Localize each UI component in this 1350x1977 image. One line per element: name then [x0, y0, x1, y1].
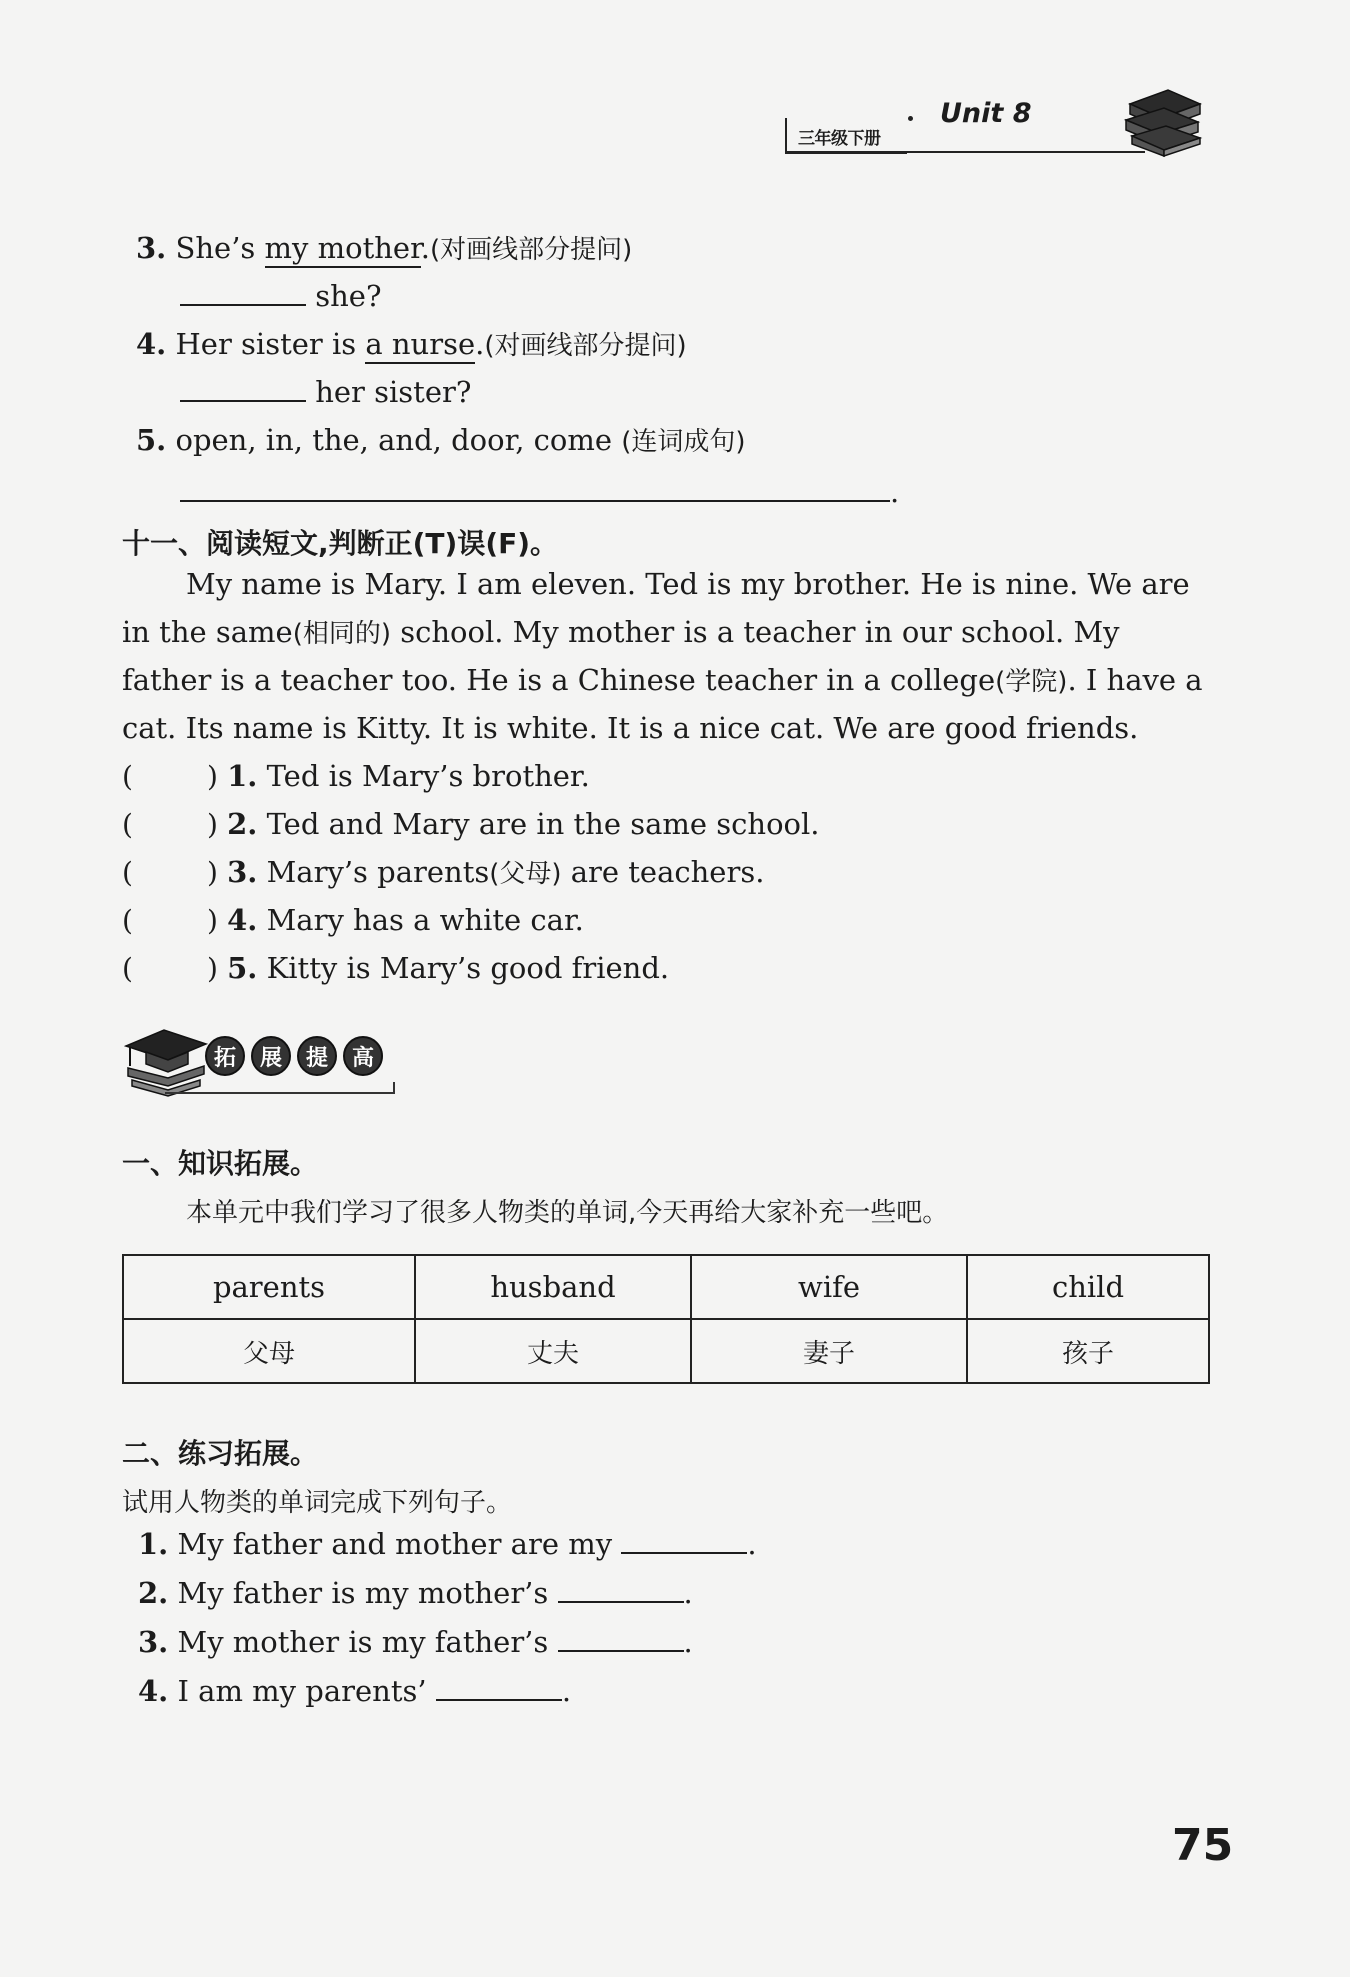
table-cell: 父母 [123, 1319, 415, 1383]
table-cell: 丈夫 [415, 1319, 691, 1383]
practice-item-2 [138, 1576, 693, 1610]
item-number: 2. [227, 807, 258, 841]
answer-blank[interactable] [180, 378, 306, 402]
answer-paren-close: ) [206, 904, 218, 937]
question-3-answer [180, 279, 382, 313]
item-text: Ted and Mary are in the same school. [266, 807, 820, 841]
item-text: Kitty is Mary’s good friend. [266, 951, 670, 985]
item-number: 4. [227, 903, 258, 937]
reading-text: . I have a [1067, 663, 1203, 697]
practice-title: 二、练习拓展。 [122, 1437, 319, 1470]
practice-item-4 [138, 1674, 572, 1708]
tf-item-2 [122, 807, 820, 841]
question-4-answer [180, 375, 472, 409]
question-4 [136, 327, 687, 361]
answer-paren-close: ) [206, 856, 218, 889]
table-cell: parents [123, 1255, 415, 1319]
item-number: 3. [227, 855, 258, 889]
underlined-phrase: a nurse [365, 327, 475, 364]
banner-char: 展 [251, 1036, 291, 1076]
reading-line-4: cat. Its name is Kitty. It is white. It is a nice cat. We are good friends. [122, 711, 1139, 745]
knowledge-title: 一、知识拓展。 [122, 1147, 319, 1180]
answer-tail: her sister? [315, 375, 472, 409]
question-text: open, in, the, and, door, come [175, 423, 613, 457]
question-hint: (对画线部分提问) [484, 331, 687, 361]
reading-line-3 [122, 663, 1203, 697]
answer-paren-close: ) [206, 760, 218, 793]
answer-paren[interactable]: ( [122, 952, 133, 985]
reading-text: in the same [122, 615, 293, 649]
item-gloss: (父母) [489, 859, 562, 889]
books-stack-icon [1122, 86, 1204, 162]
answer-paren[interactable]: ( [122, 808, 133, 841]
question-3 [136, 231, 633, 265]
question-hint: (连词成句) [621, 427, 746, 457]
period: . [890, 475, 900, 509]
reading-title: 十一、阅读短文,判断正(T)误(F)。 [122, 527, 559, 560]
item-number: 3. [138, 1625, 169, 1659]
practice-item-1 [138, 1527, 757, 1561]
table-row [123, 1255, 1209, 1319]
answer-tail: she? [315, 279, 382, 313]
table-cell: 孩子 [967, 1319, 1209, 1383]
banner-char: 提 [297, 1036, 337, 1076]
vocabulary-table [122, 1254, 1210, 1384]
knowledge-intro: 本单元中我们学习了很多人物类的单词,今天再给大家补充一些吧。 [186, 1198, 949, 1228]
banner-char: 拓 [205, 1036, 245, 1076]
answer-paren-close: ) [206, 808, 218, 841]
item-number: 4. [138, 1674, 169, 1708]
question-5 [136, 423, 746, 457]
question-5-answer [180, 475, 900, 509]
answer-blank[interactable] [436, 1677, 562, 1701]
answer-blank[interactable] [558, 1628, 684, 1652]
item-text: I am my parents’ [177, 1674, 427, 1708]
table-cell: wife [691, 1255, 967, 1319]
item-text-tail: are teachers. [561, 855, 765, 889]
tf-item-3 [122, 855, 765, 889]
answer-paren[interactable]: ( [122, 760, 133, 793]
reading-line-2 [122, 615, 1120, 649]
period: . [420, 231, 430, 265]
answer-blank[interactable] [180, 282, 306, 306]
question-hint: (对画线部分提问) [429, 235, 633, 265]
period: . [683, 1576, 693, 1610]
period: . [475, 327, 485, 361]
underlined-phrase: my mother [265, 231, 421, 268]
reading-text: father is a teacher too. He is a Chinese teacher in a college [122, 663, 996, 697]
period: . [683, 1625, 693, 1659]
banner-char: 高 [343, 1036, 383, 1076]
banner-title [205, 1036, 383, 1076]
answer-paren[interactable]: ( [122, 904, 133, 937]
answer-blank[interactable] [621, 1530, 747, 1554]
question-number: 4. [136, 327, 167, 361]
banner-underline [165, 1082, 395, 1094]
item-text: My father and mother are my [177, 1527, 613, 1561]
tf-item-4 [122, 903, 584, 937]
answer-paren-close: ) [206, 952, 218, 985]
tf-item-5 [122, 951, 670, 985]
answer-paren[interactable]: ( [122, 856, 133, 889]
table-cell: husband [415, 1255, 691, 1319]
table-cell: child [967, 1255, 1209, 1319]
question-number: 3. [136, 231, 167, 265]
period: . [747, 1527, 757, 1561]
question-text: Her sister is [175, 327, 357, 361]
reading-gloss: (学院) [995, 667, 1068, 697]
practice-item-3 [138, 1625, 693, 1659]
table-cell: 妻子 [691, 1319, 967, 1383]
header-grade: 三年级下册 [798, 129, 881, 149]
reading-text: school. My mother is a teacher in our school. My [400, 615, 1120, 649]
item-number: 1. [227, 759, 258, 793]
page-number: 75 [1172, 1820, 1234, 1871]
header-unit: Unit 8 [940, 98, 1032, 129]
item-text: My mother is my father’s [177, 1625, 549, 1659]
practice-intro: 试用人物类的单词完成下列句子。 [122, 1488, 513, 1518]
item-text: Mary’s parents [266, 855, 490, 889]
item-text: Ted is Mary’s brother. [266, 759, 590, 793]
tf-item-1 [122, 759, 590, 793]
item-number: 5. [227, 951, 258, 985]
item-number: 1. [138, 1527, 169, 1561]
header-rule [785, 151, 1145, 153]
header-dot [908, 116, 913, 121]
item-number: 2. [138, 1576, 169, 1610]
question-number: 5. [136, 423, 167, 457]
answer-blank[interactable] [558, 1579, 684, 1603]
item-text: Mary has a white car. [266, 903, 584, 937]
question-text: She’s [175, 231, 256, 265]
table-row [123, 1319, 1209, 1383]
reading-gloss: (相同的) [292, 619, 392, 649]
period: . [561, 1674, 572, 1708]
reading-line-1: My name is Mary. I am eleven. Ted is my brother. He is nine. We are [186, 567, 1190, 601]
item-text: My father is my mother’s [177, 1576, 549, 1610]
answer-line[interactable] [180, 480, 890, 502]
